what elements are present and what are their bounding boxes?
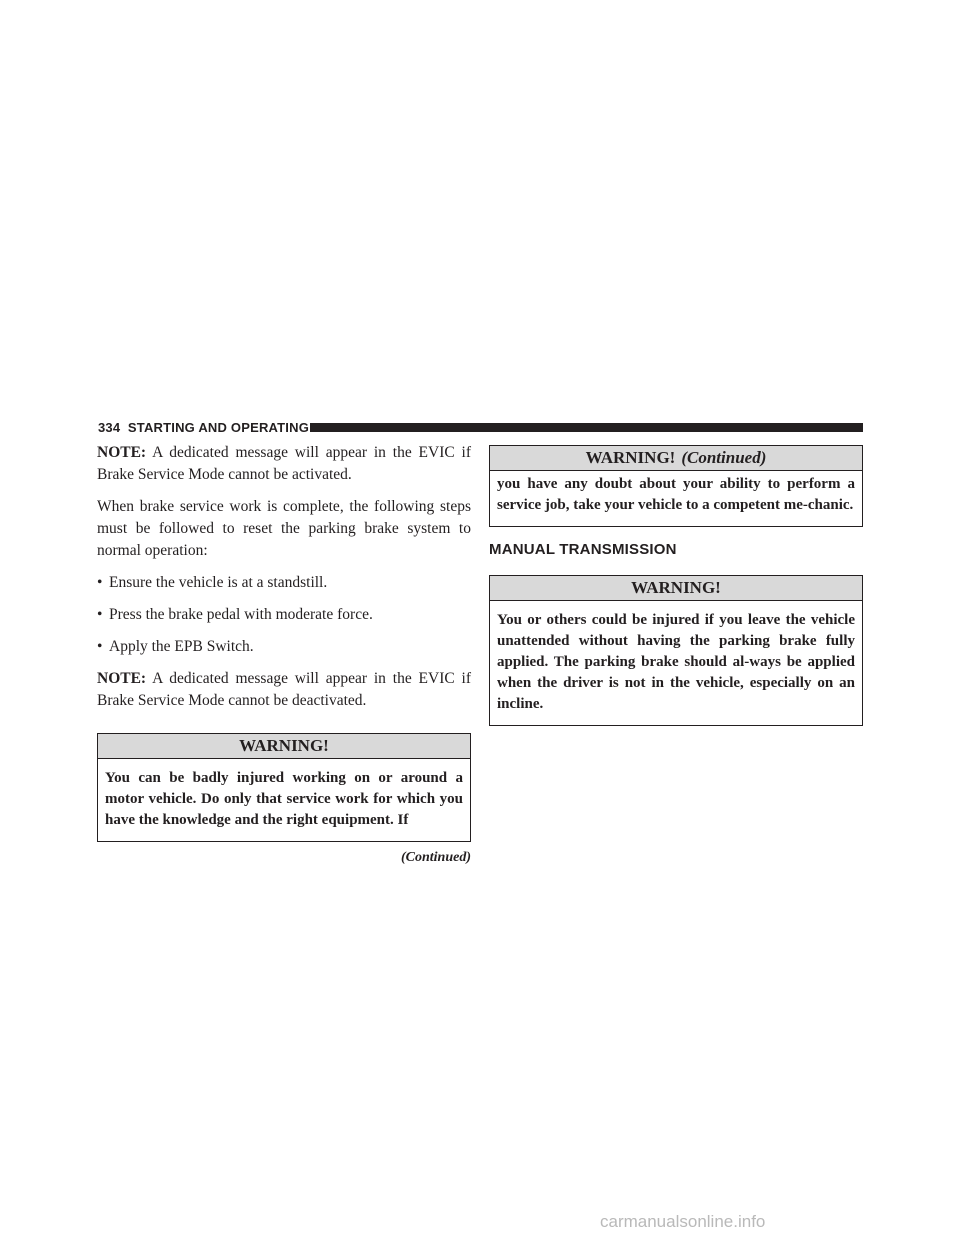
right-column — [489, 442, 863, 726]
warning-box — [489, 575, 863, 726]
list-item-text: Apply the EPB Switch. — [109, 638, 254, 655]
note-deactivated — [97, 668, 471, 712]
warning-header — [490, 576, 862, 601]
list-item — [97, 636, 471, 658]
note-label: NOTE: — [97, 670, 147, 687]
warning-header — [490, 446, 862, 471]
warning-title-suffix: (Continued) — [681, 448, 767, 467]
left-column — [97, 442, 471, 868]
page-number: 334 — [98, 420, 121, 435]
reset-steps-list — [97, 572, 471, 658]
warning-title: WARNING! — [239, 736, 329, 755]
note-label: NOTE: — [97, 444, 147, 461]
continued-label: (Continued) — [400, 850, 471, 865]
bullet-icon: • — [97, 638, 103, 655]
section-heading: MANUAL TRANSMISSION — [489, 541, 677, 558]
page-header — [98, 420, 863, 436]
warning-box — [97, 733, 471, 842]
watermark: carmanualsonline.info — [600, 1212, 766, 1231]
warning-text: You or others could be injured if you leave the vehicle unattended without having the parking brake fully applied. The parking brake should al-ways be applied when the driver is not in the vehicle, especially on an incline. — [497, 612, 855, 712]
warning-text: You can be badly injured working on or around a motor vehicle. Do only that service work for which you have the knowledge and the right equipment. If — [105, 770, 463, 828]
list-item — [97, 604, 471, 626]
bullet-icon: • — [97, 606, 103, 623]
warning-text: you have any doubt about your ability to perform a service job, take your vehicle to a competent me-chanic. — [497, 476, 855, 513]
section-title: STARTING AND OPERATING — [127, 420, 310, 435]
header-bar — [310, 423, 863, 432]
bullet-icon: • — [97, 574, 103, 591]
note-text: A dedicated message will appear in the EVIC if Brake Service Mode cannot be deactivated. — [97, 670, 471, 709]
warning-title: WARNING! — [631, 578, 721, 597]
note-activated — [97, 442, 471, 486]
list-item-text: Press the brake pedal with moderate force. — [109, 606, 373, 623]
warning-continued-box — [489, 445, 863, 527]
header-text — [98, 420, 309, 436]
list-item-text: Ensure the vehicle is at a standstill. — [109, 574, 328, 591]
list-item — [97, 572, 471, 594]
warning-title: WARNING! — [585, 448, 676, 467]
note-text: A dedicated message will appear in the EVIC if Brake Service Mode cannot be activated. — [97, 444, 471, 483]
warning-header — [98, 734, 470, 759]
reset-paragraph: When brake service work is complete, the following steps must be followed to reset the parking brake system to normal operation: — [97, 498, 471, 559]
